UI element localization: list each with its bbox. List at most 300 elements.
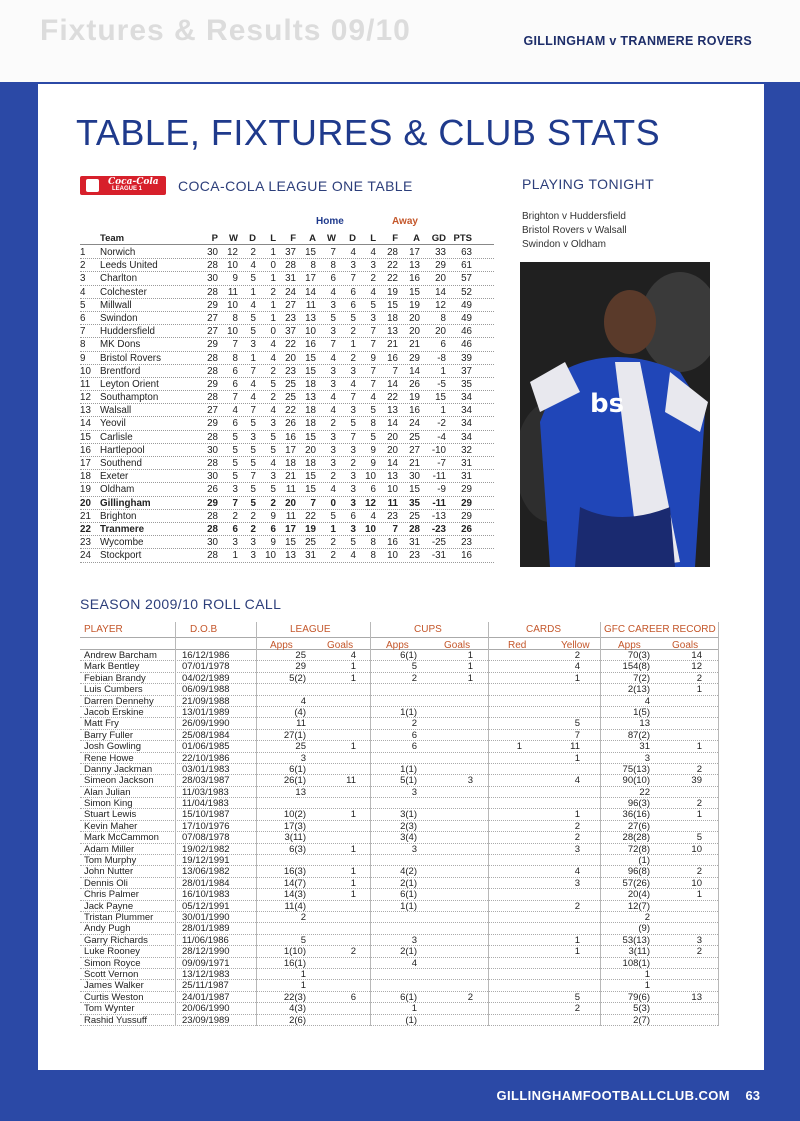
stat-cell: 1 bbox=[574, 672, 580, 684]
stat-cell: 31 bbox=[461, 471, 472, 483]
stat-cell: 28 bbox=[207, 260, 218, 272]
stat-cell: 2 bbox=[270, 497, 276, 509]
table-row bbox=[80, 338, 494, 351]
team-cell: Gillingham bbox=[100, 497, 151, 509]
career-goals-header: Goals bbox=[672, 640, 699, 651]
stat-cell: 57 bbox=[461, 273, 472, 285]
stat-cell: 3 bbox=[330, 431, 336, 443]
cards-header: CARDS bbox=[526, 624, 562, 635]
table-row bbox=[80, 549, 494, 562]
stat-cell: 29 bbox=[207, 299, 218, 311]
stat-cell: 3 bbox=[411, 934, 417, 946]
table-row bbox=[80, 272, 494, 285]
stat-cell: 2(6) bbox=[289, 1014, 306, 1026]
stat-cell: 7 bbox=[330, 339, 336, 351]
tonight-fixtures bbox=[522, 210, 627, 252]
dob-header: D.O.B bbox=[190, 624, 218, 635]
stat-cell: 2 bbox=[696, 798, 702, 810]
stat-cell: 7 bbox=[392, 523, 398, 535]
league-header: LEAGUE bbox=[290, 624, 331, 635]
stat-cell: 20 bbox=[435, 273, 446, 285]
stat-cell: 15 bbox=[305, 365, 316, 377]
fixture-item: Bristol Rovers v Walsall bbox=[522, 225, 627, 236]
player-name-cell: Tom Wynter bbox=[84, 1003, 135, 1015]
team-cell: Walsall bbox=[100, 405, 132, 417]
stat-cell: 25 bbox=[409, 431, 420, 443]
stat-cell: 25/11/1987 bbox=[182, 980, 229, 992]
table-row bbox=[80, 391, 494, 404]
stat-cell: 14 bbox=[387, 418, 398, 430]
stat-cell: 03/01/1983 bbox=[182, 763, 230, 775]
fixture-item: Brighton v Huddersfield bbox=[522, 211, 626, 222]
stat-cell: 1 bbox=[300, 968, 306, 980]
stat-cell: -2 bbox=[437, 418, 446, 430]
stat-cell: 1 bbox=[350, 809, 356, 821]
stat-cell: 5 bbox=[574, 718, 580, 730]
column-header: D bbox=[349, 233, 356, 244]
column-divider bbox=[718, 622, 719, 1026]
player-name-cell: Tristan Plummer bbox=[84, 911, 154, 923]
stat-cell: 49 bbox=[461, 312, 472, 324]
table-row bbox=[80, 510, 494, 523]
stat-cell: 1 bbox=[350, 741, 356, 753]
table-row bbox=[80, 417, 494, 430]
stat-cell: 3 bbox=[250, 537, 256, 549]
playing-tonight-heading: PLAYING TONIGHT bbox=[522, 176, 655, 192]
team-cell: Colchester bbox=[100, 286, 147, 298]
stat-cell: 11/06/1986 bbox=[182, 934, 229, 946]
stat-cell: 15/10/1987 bbox=[182, 809, 230, 821]
stat-cell: 4(2) bbox=[400, 866, 417, 878]
stat-cell: 6(1) bbox=[400, 650, 417, 661]
stat-cell: 3(1) bbox=[400, 809, 417, 821]
stat-cell: 5 bbox=[250, 497, 256, 509]
stat-cell: 52 bbox=[461, 286, 472, 298]
club-website: GILLINGHAMFOOTBALLCLUB.COM bbox=[496, 1088, 730, 1103]
stat-cell: 30 bbox=[207, 273, 218, 285]
stat-cell: -25 bbox=[431, 537, 446, 549]
stat-cell: 17 bbox=[305, 273, 316, 285]
stat-cell: 4 bbox=[330, 405, 336, 417]
stat-cell: 7(2) bbox=[633, 672, 650, 684]
player-name-cell: Barry Fuller bbox=[84, 729, 134, 741]
stat-cell: 1 bbox=[574, 934, 580, 946]
player-name-cell: Simeon Jackson bbox=[84, 775, 154, 787]
stat-cell: 2 bbox=[330, 550, 336, 562]
player-name-cell: Adam Miller bbox=[84, 843, 135, 855]
stat-cell: 18 bbox=[285, 458, 296, 469]
stat-cell: 1 bbox=[350, 339, 356, 351]
stat-cell: 5 bbox=[300, 934, 306, 946]
stat-cell: 4 bbox=[370, 510, 376, 522]
stat-cell: 3 bbox=[644, 752, 650, 764]
stat-cell: 1 bbox=[574, 946, 580, 958]
stat-cell: 5 bbox=[250, 458, 256, 469]
stat-cell: 7 bbox=[232, 497, 238, 509]
stat-cell: 2 bbox=[270, 286, 276, 298]
stat-cell: 1(1) bbox=[400, 763, 417, 775]
stat-cell: 11(4) bbox=[284, 900, 306, 912]
stat-cell: 3 bbox=[350, 260, 356, 272]
stat-cell: 15 bbox=[305, 352, 316, 364]
stat-cell: 7 bbox=[310, 497, 316, 509]
stat-cell: 24 bbox=[409, 418, 420, 430]
stat-cell: 3(11) bbox=[284, 832, 306, 844]
stat-cell: 8 bbox=[370, 537, 376, 549]
position-cell: 1 bbox=[80, 247, 86, 258]
stat-cell: 17 bbox=[409, 247, 420, 258]
stat-cell: 3 bbox=[696, 934, 702, 946]
stat-cell: 5 bbox=[232, 458, 238, 469]
league-goals-header: Goals bbox=[327, 640, 354, 651]
stat-cell: 2 bbox=[250, 510, 256, 522]
stat-cell: 12 bbox=[435, 299, 446, 311]
stat-cell: 1 bbox=[250, 352, 256, 364]
column-divider bbox=[175, 622, 176, 1026]
stat-cell: 11 bbox=[387, 497, 398, 509]
stat-cell: 5 bbox=[330, 510, 336, 522]
stat-cell: 21 bbox=[387, 339, 398, 351]
stat-cell: 5 bbox=[270, 378, 276, 390]
stat-cell: 1 bbox=[350, 661, 356, 673]
stat-cell: 39 bbox=[691, 775, 702, 787]
stat-cell: 15 bbox=[435, 392, 446, 404]
stat-cell: 2 bbox=[696, 763, 702, 775]
table-row bbox=[80, 523, 494, 536]
stat-cell: 06/09/1988 bbox=[182, 684, 230, 696]
stat-cell: 10 bbox=[691, 843, 702, 855]
stat-cell: 6 bbox=[440, 339, 446, 351]
stat-cell: (1) bbox=[638, 855, 650, 867]
stat-cell: 1(1) bbox=[400, 706, 417, 718]
stat-cell: 6 bbox=[232, 365, 238, 377]
position-cell: 23 bbox=[80, 537, 91, 549]
stat-cell: 0 bbox=[330, 497, 336, 509]
stat-cell: 1 bbox=[350, 866, 356, 878]
stat-cell: 5(3) bbox=[633, 1003, 650, 1015]
league-badge-icon bbox=[86, 179, 99, 192]
cups-goals-header: Goals bbox=[444, 640, 471, 651]
player-name-cell: Garry Richards bbox=[84, 934, 148, 946]
position-cell: 17 bbox=[80, 458, 91, 469]
stat-cell: 1 bbox=[440, 365, 446, 377]
team-cell: Bristol Rovers bbox=[100, 352, 161, 364]
stat-cell: 20 bbox=[305, 444, 316, 456]
stat-cell: 22(3) bbox=[283, 991, 306, 1003]
stat-cell: 2 bbox=[574, 900, 580, 912]
stat-cell: 22 bbox=[305, 510, 316, 522]
stat-cell: 18 bbox=[305, 378, 316, 390]
player-name-cell: Chris Palmer bbox=[84, 889, 139, 901]
position-cell: 11 bbox=[80, 378, 91, 390]
table-row bbox=[80, 325, 494, 338]
stat-cell: 5 bbox=[270, 484, 276, 496]
stat-cell: 7 bbox=[370, 378, 376, 390]
stat-cell: 1 bbox=[644, 980, 650, 992]
stat-cell: 2 bbox=[350, 946, 356, 958]
column-header: D bbox=[249, 233, 256, 244]
stat-cell: 1(10) bbox=[283, 946, 306, 958]
stat-cell: 7 bbox=[350, 273, 356, 285]
stat-cell: 3 bbox=[250, 431, 256, 443]
stat-cell: 5 bbox=[370, 405, 376, 417]
stat-cell: 31 bbox=[639, 741, 650, 753]
stat-cell: 2 bbox=[330, 471, 336, 483]
stat-cell: 37 bbox=[285, 326, 296, 338]
stat-cell: 26 bbox=[207, 484, 218, 496]
stat-cell: 3 bbox=[330, 444, 336, 456]
league-table-columns bbox=[80, 232, 494, 245]
stat-cell: 13 bbox=[387, 471, 398, 483]
stat-cell: 21 bbox=[409, 339, 420, 351]
stat-cell: -23 bbox=[431, 523, 446, 535]
stat-cell: 29 bbox=[295, 661, 306, 673]
stat-cell: 17(3) bbox=[283, 820, 306, 832]
stat-cell: 10 bbox=[387, 550, 398, 562]
stat-cell: 25 bbox=[285, 392, 296, 404]
stat-cell: 28 bbox=[207, 286, 218, 298]
stat-cell: 1 bbox=[574, 809, 580, 821]
stat-cell: 27 bbox=[207, 312, 218, 324]
stat-cell: 26/09/1990 bbox=[182, 718, 230, 730]
stat-cell: 2 bbox=[232, 510, 238, 522]
stat-cell: 28 bbox=[207, 431, 218, 443]
stat-cell: -11 bbox=[432, 471, 446, 483]
position-cell: 18 bbox=[80, 471, 91, 483]
stat-cell: 12 bbox=[691, 661, 702, 673]
stat-cell: 22 bbox=[285, 339, 296, 351]
league-logo bbox=[80, 176, 166, 195]
stat-cell: 6 bbox=[232, 523, 238, 535]
stat-cell: 2 bbox=[411, 672, 417, 684]
team-cell: Brentford bbox=[100, 365, 141, 377]
stat-cell: 1 bbox=[350, 672, 356, 684]
stat-cell: 1 bbox=[467, 661, 473, 673]
team-cell: Tranmere bbox=[100, 523, 145, 535]
position-cell: 13 bbox=[80, 405, 91, 417]
player-name-cell: Febian Brandy bbox=[84, 672, 146, 684]
team-cell: Swindon bbox=[100, 312, 138, 324]
stat-cell: 6 bbox=[232, 418, 238, 430]
stat-cell: 4 bbox=[250, 378, 256, 390]
stat-cell: 1 bbox=[411, 1003, 417, 1015]
stat-cell: 15 bbox=[387, 299, 398, 311]
stat-cell: 2 bbox=[330, 418, 336, 430]
stat-cell: 2 bbox=[250, 523, 256, 535]
team-cell: Wycombe bbox=[100, 537, 144, 549]
stat-cell: 22 bbox=[387, 273, 398, 285]
stat-cell: 04/02/1989 bbox=[182, 672, 230, 684]
stat-cell: 31 bbox=[285, 273, 296, 285]
stat-cell: 2 bbox=[696, 946, 702, 958]
stat-cell: 28 bbox=[207, 510, 218, 522]
position-cell: 8 bbox=[80, 339, 86, 351]
stat-cell: 20(4) bbox=[627, 889, 650, 901]
player-name-cell: Andy Pugh bbox=[84, 923, 131, 935]
stat-cell: 5 bbox=[250, 418, 256, 430]
position-cell: 20 bbox=[80, 497, 91, 509]
stat-cell: 7 bbox=[250, 365, 256, 377]
stat-cell: 25/08/1984 bbox=[182, 729, 230, 741]
stat-cell: 26 bbox=[285, 418, 296, 430]
stat-cell: 4 bbox=[350, 247, 356, 258]
stat-cell: 0 bbox=[270, 260, 276, 272]
column-header: A bbox=[413, 233, 420, 244]
player-name-cell: Andrew Barcham bbox=[84, 650, 157, 661]
stat-cell: 35 bbox=[409, 497, 420, 509]
table-row bbox=[80, 431, 494, 444]
stat-cell: 26 bbox=[461, 523, 472, 535]
table-row bbox=[80, 299, 494, 312]
stat-cell: 75(13) bbox=[622, 763, 650, 775]
stat-cell: 4 bbox=[250, 392, 256, 404]
stat-cell: 30 bbox=[207, 537, 218, 549]
stat-cell: 11 bbox=[296, 718, 306, 730]
stat-cell: 3 bbox=[270, 471, 276, 483]
stat-cell: 1 bbox=[467, 672, 473, 684]
stat-cell: 5(1) bbox=[400, 775, 417, 787]
red-cards-header: Red bbox=[508, 640, 527, 651]
stat-cell: 7 bbox=[250, 471, 256, 483]
player-name-cell: Mark McCammon bbox=[84, 832, 159, 844]
stat-cell: 6 bbox=[350, 510, 356, 522]
stat-cell: 18 bbox=[305, 458, 316, 469]
stat-cell: 2 bbox=[350, 352, 356, 364]
stat-cell: 10 bbox=[365, 471, 376, 483]
stat-cell: 5 bbox=[270, 431, 276, 443]
stat-cell: 7 bbox=[232, 339, 238, 351]
stat-cell: 19/02/1982 bbox=[182, 843, 230, 855]
stat-cell: 11/03/1983 bbox=[182, 786, 229, 798]
position-cell: 4 bbox=[80, 286, 86, 298]
stat-cell: 4 bbox=[330, 392, 336, 404]
stat-cell: -8 bbox=[437, 352, 446, 364]
player-name-cell: Rene Howe bbox=[84, 752, 134, 764]
stat-cell: 28/12/1990 bbox=[182, 946, 230, 958]
stat-cell: 108(1) bbox=[622, 957, 650, 969]
stat-cell: 53(13) bbox=[622, 934, 650, 946]
stat-cell: 3 bbox=[411, 786, 417, 798]
team-cell: MK Dons bbox=[100, 339, 141, 351]
stat-cell: 2 bbox=[644, 911, 650, 923]
player-celebration-image bbox=[520, 262, 710, 567]
column-header: F bbox=[392, 233, 398, 244]
position-cell: 14 bbox=[80, 418, 91, 430]
stat-cell: 3 bbox=[270, 418, 276, 430]
player-name-cell: Curtis Weston bbox=[84, 991, 144, 1003]
stat-cell: 16 bbox=[461, 550, 472, 562]
team-cell: Brighton bbox=[100, 510, 137, 522]
stat-cell: 5 bbox=[350, 418, 356, 430]
stat-cell: 2 bbox=[411, 718, 417, 730]
banner-background-text: Fixtures & Results 09/10 bbox=[40, 14, 411, 47]
player-name-cell: James Walker bbox=[84, 980, 144, 992]
stat-cell: 19 bbox=[305, 523, 316, 535]
stat-cell: 3 bbox=[350, 405, 356, 417]
stat-cell: 4 bbox=[270, 339, 276, 351]
player-name-cell: Alan Julian bbox=[84, 786, 131, 798]
stat-cell: 7 bbox=[232, 392, 238, 404]
stat-cell: 4 bbox=[250, 260, 256, 272]
stat-cell: 21 bbox=[409, 458, 420, 469]
stat-cell: 19 bbox=[409, 299, 420, 311]
stat-cell: 14(3) bbox=[283, 889, 306, 901]
career-apps-header: Apps bbox=[618, 640, 641, 651]
stat-cell: 4 bbox=[270, 352, 276, 364]
stat-cell: 49 bbox=[461, 299, 472, 311]
stat-cell: 3 bbox=[350, 484, 356, 496]
stat-cell: 4 bbox=[370, 392, 376, 404]
stat-cell: 7 bbox=[574, 729, 580, 741]
stat-cell: 4 bbox=[370, 286, 376, 298]
cups-header: CUPS bbox=[414, 624, 442, 635]
stat-cell: 2 bbox=[467, 991, 473, 1003]
stat-cell: 79(6) bbox=[627, 991, 650, 1003]
stat-cell: 61 bbox=[461, 260, 472, 272]
stat-cell: 4 bbox=[270, 405, 276, 417]
stat-cell: 5 bbox=[232, 471, 238, 483]
stat-cell: 15 bbox=[409, 484, 420, 496]
stat-cell: 3 bbox=[330, 299, 336, 311]
stat-cell: 29 bbox=[461, 497, 472, 509]
stat-cell: 24 bbox=[285, 286, 296, 298]
stat-cell: 09/09/1971 bbox=[182, 957, 230, 969]
stat-cell: 2 bbox=[330, 537, 336, 549]
team-cell: Millwall bbox=[100, 299, 132, 311]
table-row bbox=[80, 246, 494, 259]
stat-cell: 10 bbox=[691, 877, 702, 889]
stat-cell: 2 bbox=[270, 392, 276, 404]
stat-cell: 13 bbox=[305, 312, 316, 324]
team-cell: Stockport bbox=[100, 550, 142, 562]
team-cell: Yeovil bbox=[100, 418, 126, 430]
stat-cell: -10 bbox=[431, 444, 446, 456]
stat-cell: 4 bbox=[250, 299, 256, 311]
svg-text:bs: bs bbox=[590, 389, 625, 419]
stat-cell: 4 bbox=[270, 458, 276, 469]
player-name-cell: Darren Dennehy bbox=[84, 695, 154, 707]
stat-cell: 01/06/1985 bbox=[182, 741, 230, 753]
stat-cell: 9 bbox=[370, 458, 376, 469]
stat-cell: 14 bbox=[435, 286, 446, 298]
stat-cell: 1 bbox=[696, 741, 702, 753]
stat-cell: 1 bbox=[440, 405, 446, 417]
player-name-cell: Jacob Erskine bbox=[84, 706, 144, 718]
stat-cell: 1 bbox=[696, 809, 702, 821]
stat-cell: 4 bbox=[232, 405, 238, 417]
stat-cell: 15 bbox=[305, 484, 316, 496]
stat-cell: 11 bbox=[285, 510, 296, 522]
stat-cell: 3 bbox=[350, 523, 356, 535]
stat-cell: (9) bbox=[638, 923, 650, 935]
stat-cell: 29 bbox=[207, 497, 218, 509]
stat-cell: 20 bbox=[285, 497, 296, 509]
stat-cell: 8 bbox=[370, 418, 376, 430]
stat-cell: 5 bbox=[232, 444, 238, 456]
player-name-cell: Luke Rooney bbox=[84, 946, 140, 958]
stat-cell: 30 bbox=[207, 247, 218, 258]
stat-cell: 6 bbox=[350, 299, 356, 311]
table-row bbox=[80, 404, 494, 417]
position-cell: 2 bbox=[80, 260, 86, 272]
player-name-cell: Jack Payne bbox=[84, 900, 134, 912]
stat-cell: 26 bbox=[409, 378, 420, 390]
stat-cell: 28/01/1989 bbox=[182, 923, 230, 935]
stat-cell: 1 bbox=[232, 550, 238, 562]
stat-cell: 2 bbox=[350, 326, 356, 338]
player-name-cell: Luis Cumbers bbox=[84, 684, 143, 696]
stat-cell: 5 bbox=[350, 312, 356, 324]
